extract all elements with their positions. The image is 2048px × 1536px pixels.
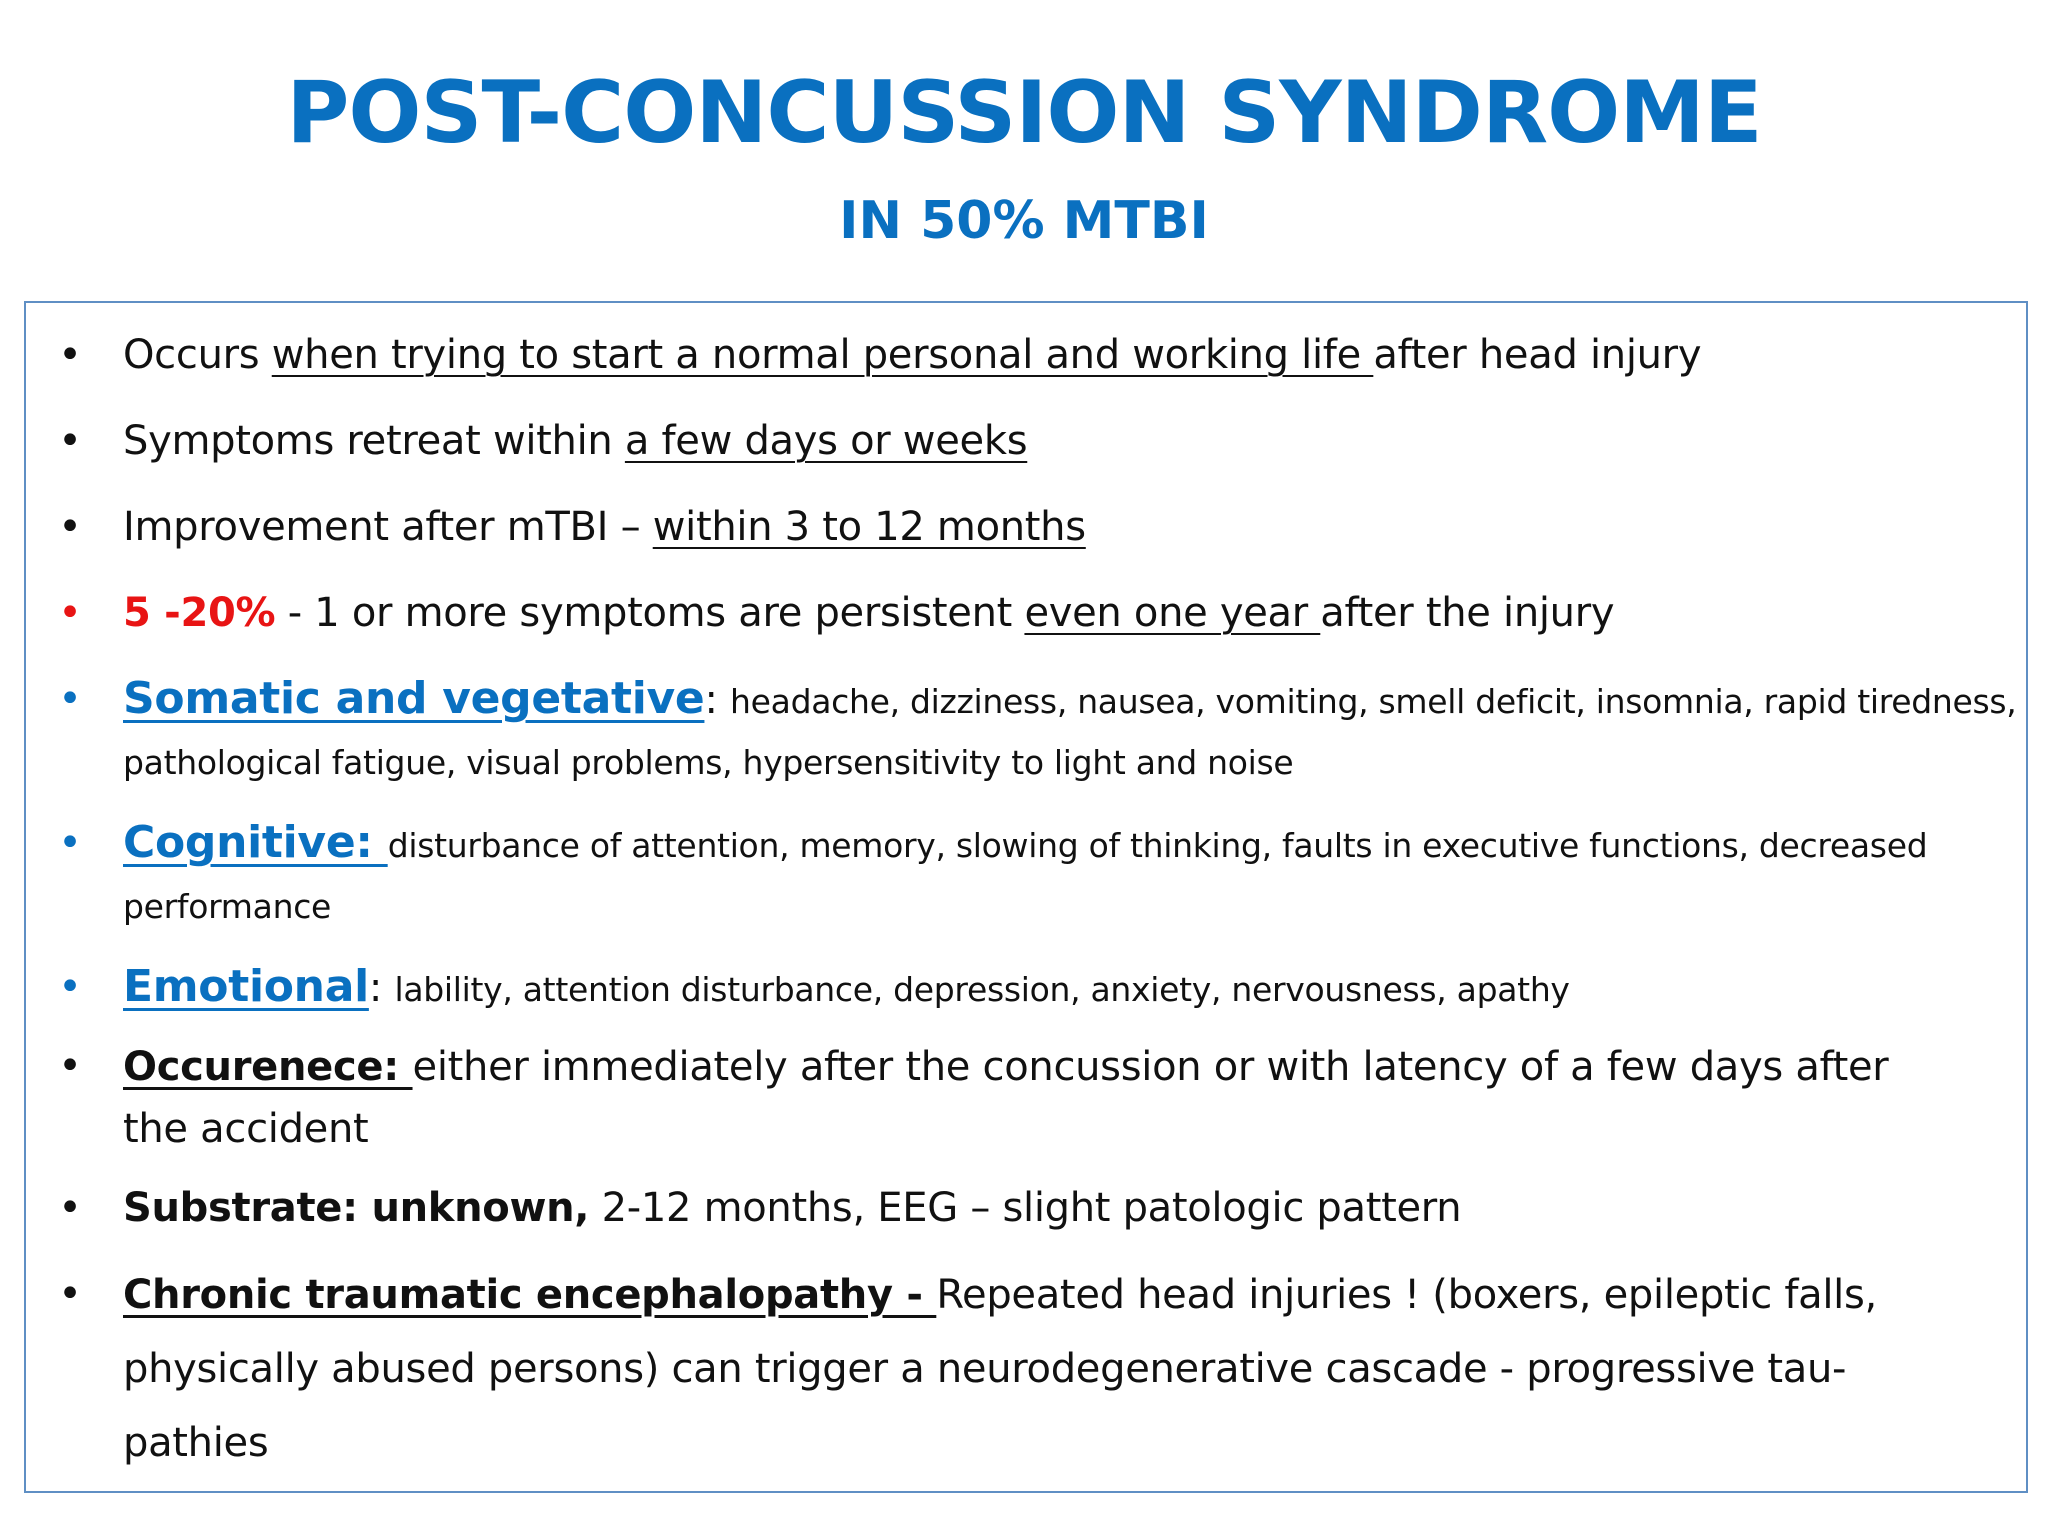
bullet-icon: •	[58, 590, 82, 636]
item-label: Substrate: unknown,	[123, 1185, 590, 1231]
item-text	[123, 1036, 2003, 1160]
item-text-line2: pathological fatigue, visual problems, hypersensitivity to light and noise	[123, 743, 1294, 782]
item-heading: Somatic and vegetative	[123, 673, 705, 724]
item-text-underlined: even one year	[1024, 590, 1321, 636]
item-heading: Cognitive:	[123, 817, 388, 868]
item-text	[123, 583, 2003, 643]
item-text-pre: Symptoms retreat within	[123, 418, 625, 464]
item-separator: :	[368, 965, 395, 1011]
item-text-line2: performance	[123, 887, 332, 926]
bullet-icon: •	[58, 1043, 82, 1089]
bullet-icon: •	[58, 1185, 82, 1231]
bullet-icon: •	[58, 1271, 82, 1317]
item-text-pre: Occurs	[123, 332, 272, 378]
bullet-icon: •	[58, 418, 82, 464]
item-label: Chronic traumatic encephalopathy -	[123, 1272, 937, 1318]
item-text	[123, 1178, 2003, 1238]
bullet-icon: •	[58, 820, 82, 866]
item-text-underlined: a few days or weeks	[624, 418, 1028, 464]
item-text	[123, 813, 2003, 938]
item-text-line1: either immediately after the concussion or with latency of a few days after	[412, 1044, 1889, 1090]
item-text-post: after head injury	[1373, 332, 1702, 378]
item-text	[123, 325, 2003, 385]
item-text-line2: physically abused persons) can trigger a neurodegenerative cascade - progressive tau-	[123, 1346, 1847, 1392]
item-text-line1: disturbance of attention, memory, slowing of thinking, faults in executive functions, decreased	[387, 826, 1928, 865]
item-text	[123, 1258, 2003, 1480]
item-text	[123, 497, 2003, 557]
bullet-icon: •	[58, 676, 82, 722]
item-text-highlight: 5 -20%	[123, 590, 276, 636]
item-text	[123, 957, 2003, 1020]
item-text-post: after the injury	[1320, 590, 1615, 636]
item-text-underlined: within 3 to 12 months	[652, 504, 1086, 550]
item-text-pre: Improvement after mTBI –	[123, 504, 653, 550]
item-text	[123, 669, 2017, 794]
item-heading: Emotional	[123, 961, 369, 1012]
item-text-line1: lability, attention disturbance, depression, anxiety, nervousness, apathy	[394, 970, 1570, 1009]
item-text-underlined: when trying to start a normal personal and working life	[271, 332, 1374, 378]
page-title: POST-CONCUSSION SYNDROME	[286, 63, 1762, 163]
content-box	[24, 301, 2028, 1493]
bullet-icon: •	[58, 332, 82, 378]
page-subtitle: IN 50% MTBI	[839, 191, 1209, 251]
item-text-line1: headache, dizziness, nausea, vomiting, smell deficit, insomnia, rapid tiredness,	[730, 682, 2017, 721]
bullet-icon: •	[58, 504, 82, 550]
item-text-line3: pathies	[123, 1420, 269, 1466]
item-text	[123, 411, 2003, 471]
item-text-rest: 2-12 months, EEG – slight patologic pattern	[589, 1185, 1462, 1231]
item-text-line2: the accident	[123, 1106, 369, 1152]
item-text-pre: - 1 or more symptoms are persistent	[275, 590, 1025, 636]
item-text-line1: Repeated head injuries ! (boxers, epileptic falls,	[936, 1272, 1877, 1318]
item-label: Occurenece:	[123, 1044, 413, 1090]
bullet-icon: •	[58, 964, 82, 1010]
item-separator: :	[704, 677, 731, 723]
